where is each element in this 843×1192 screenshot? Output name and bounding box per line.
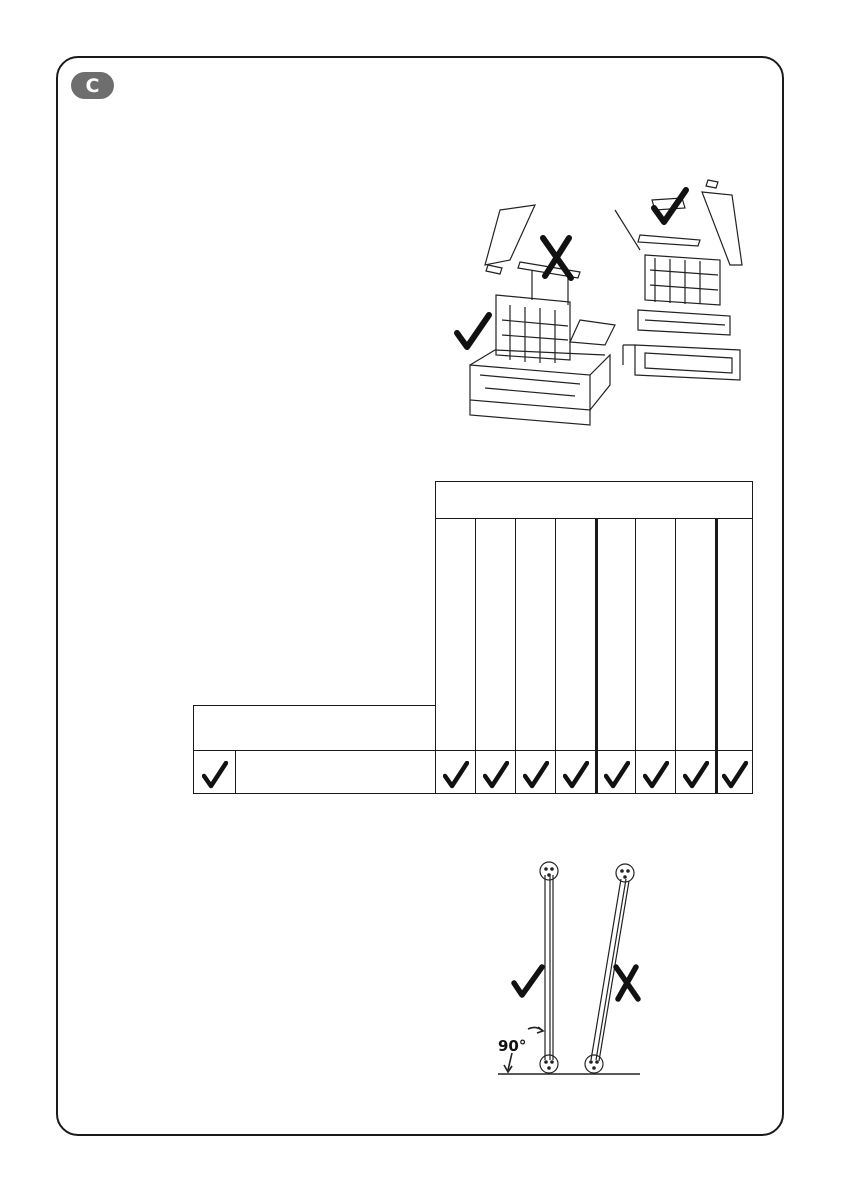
check-icon bbox=[654, 190, 686, 222]
row-check-cell bbox=[435, 750, 476, 794]
check-icon bbox=[722, 761, 748, 789]
product-header bbox=[193, 705, 436, 751]
check-icon bbox=[523, 761, 549, 789]
check-icon bbox=[514, 967, 542, 995]
table-header bbox=[435, 481, 753, 519]
column-header bbox=[595, 518, 636, 751]
column-header bbox=[555, 518, 596, 751]
row-check-cell bbox=[515, 750, 556, 794]
angle-label: 90° bbox=[498, 1037, 527, 1055]
column-header bbox=[635, 518, 676, 751]
compatibility-table bbox=[193, 481, 753, 794]
row-check-cell bbox=[555, 750, 596, 794]
column-header bbox=[675, 518, 716, 751]
row-label bbox=[235, 750, 436, 794]
cross-icon bbox=[616, 967, 638, 999]
check-icon bbox=[643, 761, 669, 789]
check-icon bbox=[202, 761, 228, 789]
check-icon bbox=[443, 761, 469, 789]
stand-assembly-diagram bbox=[440, 170, 760, 440]
check-icon bbox=[563, 761, 589, 789]
check-icon bbox=[604, 761, 630, 789]
pole-alignment-diagram bbox=[490, 855, 650, 1080]
row-check-cell bbox=[595, 750, 636, 794]
column-header bbox=[475, 518, 516, 751]
column-header bbox=[435, 518, 476, 751]
row-check-cell bbox=[475, 750, 516, 794]
row-check-cell bbox=[715, 750, 753, 794]
column-header bbox=[715, 518, 753, 751]
column-header bbox=[515, 518, 556, 751]
check-icon bbox=[457, 315, 489, 347]
check-icon bbox=[683, 761, 709, 789]
row-check-cell bbox=[635, 750, 676, 794]
row-check-cell bbox=[675, 750, 716, 794]
row-check-cell bbox=[193, 750, 236, 794]
section-badge: C bbox=[71, 72, 114, 99]
cross-icon bbox=[543, 238, 571, 278]
check-icon bbox=[483, 761, 509, 789]
